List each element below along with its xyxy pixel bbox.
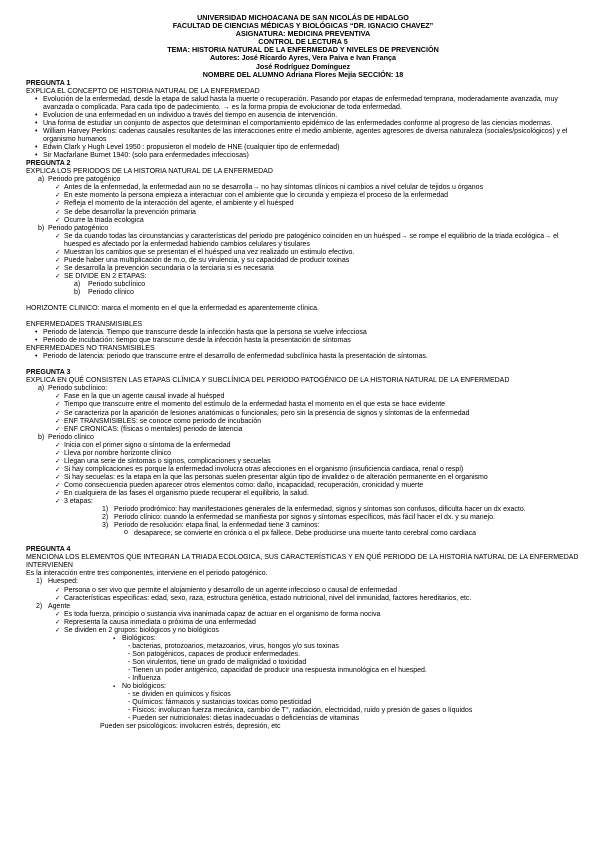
list-item: - Físicos: involucran fuerza mecánica, cambio de T°, radiación, electricidad, ruido y presión de gases o líquidos — [128, 707, 473, 715]
authors-line: Autores: José Ricardo Ayres, Vera Paiva e Ivan França — [209, 53, 397, 63]
list-label: 1) — [36, 578, 43, 586]
list-item: • Una forma de estudiar un conjunto de aspectos que determinan el comportamiento epidémico de las enfermedades conforme al progreso de las ciencias modernas. — [26, 120, 580, 128]
q1-title: PREGUNTA 1 — [26, 79, 71, 87]
period-title: Periodo patogénico — [48, 224, 109, 232]
list-item: - bacterias, protozoarios, metazoarios, virus, hongos y/o sus toxinas — [128, 642, 339, 650]
list-item: ✓ Es toda fuerza, principio o sustancia viva inanimada capaz de actuar en el organismo de forma nociva — [26, 611, 580, 619]
list-item — [26, 506, 580, 514]
list-item: ✓ Si hay secuelas: es la etapa en la que las personas suelen presentar algún tipo de invalidez o de alteración permanente en el organismo — [26, 474, 580, 482]
list-label: 2) — [36, 602, 43, 610]
horizonte-clinico: HORIZONTE CLINICO: marca el momento en el que la enfermedad es aparentemente clínica. — [26, 305, 319, 313]
list-item — [26, 578, 580, 586]
q3-period-b — [26, 434, 580, 442]
list-item: - se dividen en químicos y físicos — [128, 691, 231, 699]
list-item: ✓ Lleva por nombre horizonte clínico — [26, 450, 580, 458]
list-item: ✓ SE DIVIDE EN 2 ETAPAS: — [26, 273, 580, 281]
q4-huesped — [26, 578, 580, 586]
list-item: ✓ Muestran los cambios que se presentan el el huésped una vez realizado un estimulo efectivo. — [26, 249, 580, 257]
list-item: ✓ Fase en la que un agente causal invade al huésped — [26, 393, 580, 401]
list-item: ✓ Se da cuando todas las circunstancias y características del periodo pre patogénico coinciden en un huésped→ se rompe el equilibrio de la triada ecológica→ el huesped es afectado por la enfermedad habiendo cambios celulares y tisulares — [26, 233, 580, 249]
q2-period-a — [26, 176, 580, 184]
university-name: UNIVERSIDAD MICHOACANA DE SAN NICOLÁS DE HIDALGO — [197, 13, 409, 22]
list-item — [26, 514, 580, 522]
subject-name: ASIGNATURA: MEDICINA PREVENTIVA — [235, 29, 371, 39]
faculty-name: FACULTAD DE CIENCIAS MÉDICAS Y BIOLÓGICAS “DR. IGNACIO CHAVEZ” — [172, 21, 434, 31]
q3-resolucion — [26, 530, 580, 538]
period-title: Periodo clínico — [48, 433, 94, 441]
list-item: • Edwin Clark y Hugh Level 1950 : propusieron el modelo de HNE (cualquier tipo de enfermedad) — [26, 144, 580, 152]
q3-b-items — [26, 442, 580, 506]
list-item: ✓ ENF CRONICAS: (físicas o mentales) periodo de latencia — [26, 426, 580, 434]
student-line: NOMBRE DEL ALUMNO Adriana Flores Mejía SECCIÓN: 18 — [202, 69, 404, 79]
list-item: • Periodo de latencia. Tiempo que transcurre desde la infección hasta que la persona se vuelve infecciosa — [26, 329, 580, 337]
q3-periods-b — [26, 434, 580, 442]
list-label: 3) — [102, 522, 109, 530]
list-item: • Evolucion de una enfermedad en un individuo a través del tiempo en ausencia de intervención. — [26, 112, 580, 120]
list-item: ✓ Representa la causa inmediata o próxima de una enfermedad — [26, 619, 580, 627]
q2-period-b — [26, 225, 580, 233]
list-item: - Tienen un poder antigénico, capacidad de producir una respuesta inmunológica en el huesped. — [128, 666, 427, 674]
list-label: a) — [38, 385, 45, 393]
q4-bio-items — [26, 643, 580, 683]
transmisibles-list — [26, 329, 580, 345]
list-item: - Químicos: fármacos y sustancias toxicas como pesticidad — [128, 699, 312, 707]
list-label: a) — [38, 176, 45, 184]
list-item: ✓ Ocurre la triada ecologica — [26, 217, 580, 225]
q2-b-items — [26, 233, 580, 281]
period-title: Periodo subclínico: — [48, 385, 108, 393]
list-item: ✓ En este momento la persona empieza a interactuar con el ambiente que lo circunda y empieza el proceso de la enfermedad — [26, 192, 580, 200]
list-item: ▪ Biológicos: — [26, 635, 580, 643]
q4-bio — [26, 635, 580, 643]
document-header — [26, 14, 580, 79]
list-item: ✓ ENF TRANSMISIBLES: se conoce como periodo de incubación — [26, 418, 580, 426]
list-item — [26, 281, 580, 289]
q3-period-a — [26, 385, 580, 393]
list-item: ✓ Puede haber una multiplicación de m.o, de su virulencia, y su capacidad de producir toxinas — [26, 257, 580, 265]
list-item: • Periodo de latencia: periodo que transcurre entre el desarrollo de enfermedad subclínica hasta la presentación de síntomas. — [26, 353, 580, 361]
authors-line-2: José Rodríguez Domínguez — [255, 61, 351, 71]
list-item: - Son patogénicos, capaces de producir enfermedades. — [128, 650, 300, 658]
etapa-text: Periodo prodrómico: hay manifestaciones generales de la enfermedad, signos y síntomas son confusos, dificulta hacer un dx exacto. — [114, 506, 526, 514]
list-item: • Periodo de incubación: tiempo que transcurre desde la infección hasta la presentación de síntomas — [26, 337, 580, 345]
q3-etapas — [26, 506, 580, 530]
list-label: b) — [74, 288, 81, 296]
list-item: ✓ Características especificas: edad, sexo, raza, estructura genética, estado nutricional, nivel del inmunidad, factores hereditarios, etc. — [26, 595, 580, 603]
q2-periods — [26, 176, 580, 184]
list-item: ✓ Como consecuencia pueden aparecer otros elementos como: daño, incapacidad, recuperación, cronicidad y muerte — [26, 482, 580, 490]
list-item: - Pueden ser nutricionales: dietas inadecuadas o deficiencias de vitaminas — [128, 715, 360, 723]
list-item: ✓ Inicia con el primer signo o síntoma de la enfermedad — [26, 442, 580, 450]
q3-periods — [26, 385, 580, 393]
no-transmisibles-list — [26, 353, 580, 361]
list-item: ✓ Antes de la enfermedad, la enfermedad aun no se desarrolla→ no hay síntomas clínicos ni cambios a nivel celular de tejidos u órganos — [26, 184, 580, 192]
list-item: ✓ Refleja el momento de la interacción del agente, el ambiente y el huésped — [26, 200, 580, 208]
list-item: ✓ Se desarrolla la prevención secundaria o la terciaria si es necesaria — [26, 265, 580, 273]
list-item — [26, 289, 580, 297]
period-title: Periodo pre patogénico — [48, 176, 121, 184]
q4-agente — [26, 603, 580, 611]
etapa-text: Periodo de resolución: etapa final, la enfermedad tiene 3 caminos: — [114, 522, 320, 530]
list-label: 2) — [102, 514, 109, 522]
list-label: 1) — [102, 506, 109, 514]
q4-title: PREGUNTA 4 — [26, 546, 71, 554]
list-item: • Evolución de la enfermedad, desde la etapa de salud hasta la muerte o recuperación. Pasando por etapas de enfermedad temprana, moderadamente avanzada, muy avanzada o complicada. Para cada tipo de padecimiento. → es la forma propia de evolucionar de toda enfermedad. — [26, 96, 580, 112]
no-transmisibles-title: ENFERMEDADES NO TRANSMISIBLES — [26, 345, 155, 353]
list-item: ✓ Se caracteriza por la aparición de lesiones anatómicas o funcionales, pero sin la presencia de signos y síntomas de la enfermedad — [26, 410, 580, 418]
list-item: o desaparece, se convierte en crónica o el px fallece. Debe producirse una muerte tanto cerebral como cardiaca — [26, 530, 580, 538]
q4-psico: Pueden ser psicológicos: involucren estrés, depresión, etc — [100, 723, 281, 731]
list-label: a) — [74, 280, 81, 288]
q4-nobio-items — [26, 691, 580, 723]
list-item: ✓ Persona o ser vivo que permite el alojamiento y desarrollo de un agente infeccioso o causal de enfermedad — [26, 587, 580, 595]
list-item — [26, 603, 580, 611]
topic-title: TEMA: HISTORIA NATURAL DE LA ENFERMEDAD Y NIVELES DE PREVENCIÓN — [167, 45, 439, 55]
etapa-text: Periodo clínico: cuando la enfermedad se manifiesta por signos y síntomas específicos, más fácil hacer el dx. y su manejo. — [114, 514, 495, 522]
list-item: - Son virulentos, tiene un grado de malignidad o toxicidad — [128, 658, 307, 666]
list-label: b) — [38, 433, 45, 441]
list-item — [26, 522, 580, 530]
q2-a-items — [26, 184, 580, 224]
q2-periods-b — [26, 225, 580, 233]
list-item: ✓ Se debe desarrollar la prevención primaria — [26, 209, 580, 217]
list-item: • Sir Macfarlane Burnet 1940: (solo para enfermedades infecciosas) — [26, 152, 580, 160]
q2-question: EXPLICA LOS PERIODOS DE LA HISTORIA NATURAL DE LA ENFERMEDAD — [26, 168, 273, 176]
q2-title: PREGUNTA 2 — [26, 160, 71, 168]
list-item: ✓ En cualquiera de las fases el organismo puede recuperar el equilibrio, la salud. — [26, 490, 580, 498]
element-title: Agente — [48, 602, 71, 610]
list-item: ✓ Si hay complicaciones es porque la enfermedad involucra otras afecciones en el organismo (insuficiencia cardiaca, renal o respi) — [26, 466, 580, 474]
list-item: ✓ Se dividen en 2 grupos: biológicos y no biológicos — [26, 627, 580, 635]
control-title: CONTROL DE LECTURA 5 — [258, 37, 348, 47]
q1-bullets — [26, 96, 580, 160]
q4-intro: Es la interacción entre tres componentes, interviene en el periodo patogénico. — [26, 570, 268, 578]
list-label: b) — [38, 224, 45, 232]
element-title: Huesped: — [48, 578, 78, 586]
q3-question: EXPLICA EN QUÉ CONSISTEN LAS ETAPAS CLÍNICA Y SUBCLÍNICA DEL PERIODO PATOGÉNICO DE LA HISTORIA NATURAL DE LA ENFERMEDAD — [26, 377, 510, 385]
q4-nobio — [26, 683, 580, 691]
list-item: ✓ Tiempo que transcurre entre el momento del estímulo de la enfermedad hasta el momento en el que esta se hace evidente — [26, 401, 580, 409]
stage-text: Periodo subclínico — [88, 280, 146, 288]
stage-text: Periodo clínico — [88, 288, 134, 296]
list-item: ✓ Llegan una serie de síntomas o signos, complicaciones y secuelas — [26, 458, 580, 466]
list-item: ▪ No biológicos: — [26, 683, 580, 691]
q3-a-items — [26, 393, 580, 433]
q4-agente-items — [26, 611, 580, 635]
q3-title: PREGUNTA 3 — [26, 369, 71, 377]
q4-huesped-items — [26, 587, 580, 603]
transmisibles-title: ENFERMEDADES TRANSMISIBLES — [26, 321, 143, 329]
q1-question: EXPLICA EL CONCEPTO DE HISTORIA NATURAL DE LA ENFERMEDAD — [26, 87, 260, 95]
q2-stages — [26, 281, 580, 297]
list-item: - Influenza — [128, 675, 161, 683]
list-item: • William Harvey Perkins: cadenas causales resultantes de las interacciones entre el medio ambiente, agentes agresores de diversa naturaleza (sociales/psicológicos) y el organismo humanos — [26, 128, 580, 144]
list-item: ✓ 3 etapas: — [26, 498, 580, 506]
q4-question: MENCIONA LOS ELEMENTOS QUE INTEGRAN LA TRIADA ECOLOGICA, SUS CARACTERÍSTICAS Y EN QUÉ PERIODO DE LA HISTORIA NATURAL DE LA ENFERMEDAD INTERVIENEN — [26, 554, 579, 570]
